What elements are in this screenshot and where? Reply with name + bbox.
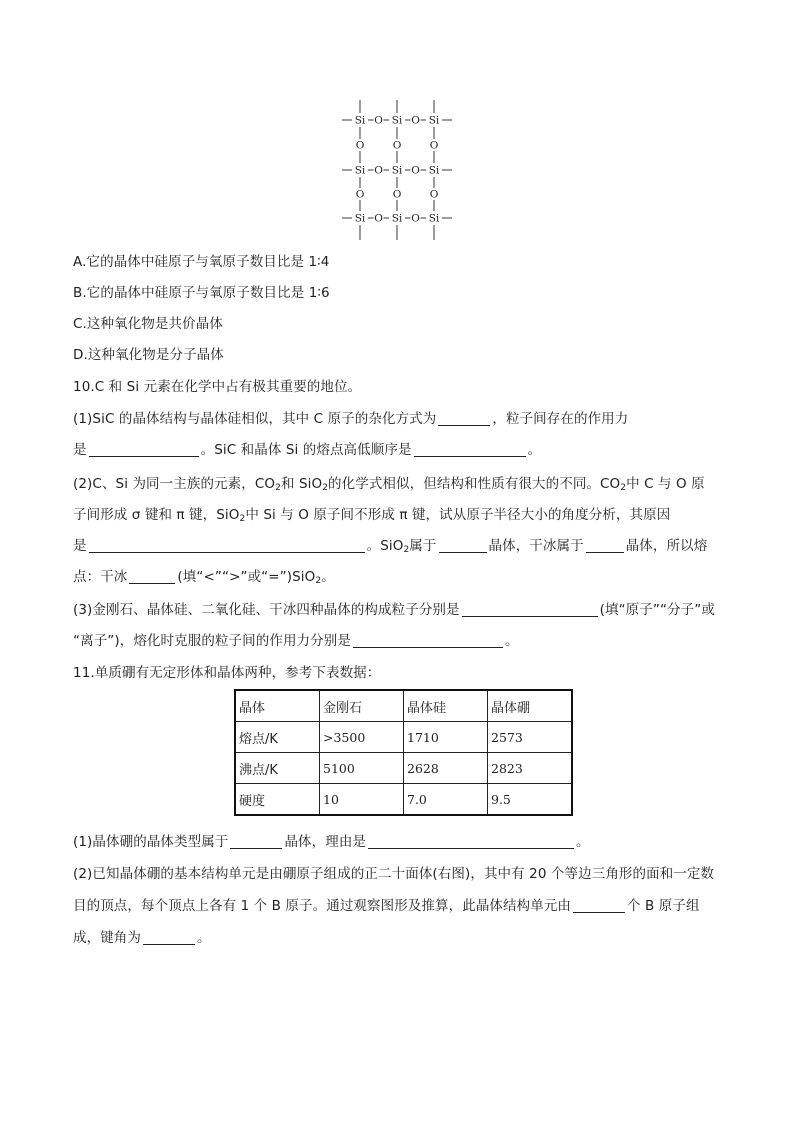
- q11-title: 11.单质硼有无定形体和晶体两种，参考下表数据：: [73, 665, 381, 681]
- table-cell: >3500: [320, 722, 404, 753]
- q10-part3-line1: [73, 600, 715, 620]
- q10-p3-text: 。: [504, 633, 519, 649]
- q10-p2-text: 和 SiO: [280, 476, 323, 492]
- oxygen-atom-label: O: [355, 139, 365, 152]
- q10-p2-text: 晶体，所以熔: [625, 538, 708, 554]
- crystal-data-table: [234, 689, 573, 816]
- q11-part2-line2: [73, 896, 700, 916]
- oxygen-atom-label: O: [411, 114, 420, 127]
- answer-blank[interactable]: [368, 834, 574, 849]
- q10-part1-line1: [73, 409, 628, 429]
- oxygen-atom-label: O: [355, 188, 365, 201]
- q11-part1: [73, 832, 590, 852]
- sio2-structure-diagram: [336, 96, 456, 244]
- answer-blank[interactable]: [143, 930, 195, 945]
- table-header-cell: 晶体: [235, 690, 320, 722]
- q11-p2-text: 个 B 原子组: [627, 898, 700, 914]
- q10-part2-line4: [73, 567, 335, 587]
- answer-blank[interactable]: [414, 442, 526, 457]
- silicon-atom-label: Si: [428, 212, 440, 225]
- q11-p1-text: 晶体，理由是: [284, 834, 367, 850]
- subscript: 2: [239, 514, 246, 524]
- answer-blank[interactable]: [438, 411, 490, 426]
- q10-p2-text: 的化学式相似，但结构和性质有很大的不同。CO: [328, 476, 621, 492]
- table-cell: 沸点/K: [235, 753, 320, 784]
- silicon-atom-label: Si: [391, 164, 403, 177]
- answer-blank[interactable]: [129, 569, 175, 584]
- table-header-cell: 晶体硅: [404, 690, 488, 722]
- table-cell: 9.5: [488, 784, 573, 816]
- table-cell: 2573: [488, 722, 573, 753]
- crystal-data-table-wrapper: [234, 689, 573, 816]
- q11-p1-text: (1)晶体硼的晶体类型属于: [73, 834, 229, 850]
- silicon-atom-label: Si: [354, 114, 366, 127]
- oxygen-atom-label: O: [411, 212, 420, 225]
- table-cell: 7.0: [404, 784, 488, 816]
- table-row: [235, 784, 572, 816]
- q10-part2-line2: [73, 505, 670, 525]
- table-row: [235, 753, 572, 784]
- oxygen-atom-label: O: [392, 188, 402, 201]
- q11-p2-text: 。: [197, 930, 211, 946]
- silicon-atom-label: Si: [391, 212, 403, 225]
- option-a: A.它的晶体中硅原子与氧原子数目比是 1∶4: [73, 254, 330, 270]
- answer-blank[interactable]: [586, 538, 624, 553]
- q10-part3-line2: [73, 631, 519, 651]
- q10-p1-text: 。: [527, 442, 542, 458]
- q10-part1-line2: [73, 440, 541, 460]
- q10-p1-text: 。SiC 和晶体 Si 的熔点高低顺序是: [200, 442, 412, 458]
- table-cell: 2628: [404, 753, 488, 784]
- silicon-atom-label: Si: [428, 114, 440, 127]
- answer-blank[interactable]: [462, 602, 598, 617]
- table-row: [235, 722, 572, 753]
- table-cell: 2823: [488, 753, 573, 784]
- subscript: 2: [322, 483, 329, 493]
- oxygen-atom-label: O: [374, 114, 383, 127]
- oxygen-atom-label: O: [411, 164, 420, 177]
- q10-p2-text: 晶体，干冰属于: [488, 538, 584, 554]
- oxygen-atom-label: O: [429, 188, 439, 201]
- q10-p3-text: “离子”)，熔化时克服的粒子间的作用力分别是: [73, 633, 351, 649]
- q11-part2-line1: (2)已知晶体硼的基本结构单元是由硼原子组成的正二十面体(右图)，其中有 20 个等边三角形的面和一定数: [73, 866, 715, 882]
- sio2-structure-svg: [336, 96, 456, 244]
- table-header-row: [235, 690, 572, 722]
- table-cell: 硬度: [235, 784, 320, 816]
- answer-blank[interactable]: [353, 633, 503, 648]
- subscript: 2: [403, 545, 410, 555]
- answer-blank[interactable]: [89, 442, 199, 457]
- oxygen-atom-label: O: [429, 139, 439, 152]
- q10-p2-text: 子间形成 σ 键和 π 键，SiO: [73, 507, 240, 523]
- silicon-atom-label: Si: [391, 114, 403, 127]
- q10-part2-line3: [73, 536, 707, 556]
- option-c: C.这种氧化物是共价晶体: [73, 316, 223, 332]
- q10-p3-text: (填“原子”“分子”或: [599, 602, 715, 618]
- silicon-atom-label: Si: [354, 164, 366, 177]
- q10-p2-text: 中 Si 与 O 原子间不形成 π 键，试从原子半径大小的角度分析，其原因: [245, 507, 671, 523]
- answer-blank[interactable]: [573, 898, 625, 913]
- option-d: D.这种氧化物是分子晶体: [73, 347, 224, 363]
- q10-p2-text: 属于: [409, 538, 437, 554]
- table-cell: 1710: [404, 722, 488, 753]
- subscript: 2: [315, 576, 322, 586]
- q10-p2-text: 中 C 与 O 原: [626, 476, 705, 492]
- table-cell: 熔点/K: [235, 722, 320, 753]
- q11-p2-text: 成，键角为: [73, 930, 141, 946]
- subscript: 2: [620, 483, 627, 493]
- q11-part2-line3: [73, 928, 211, 948]
- q10-part2-line1: [73, 474, 705, 494]
- q10-p2-text: 是: [73, 538, 87, 554]
- q10-p3-text: (3)金刚石、晶体硅、二氧化硅、干冰四种晶体的构成粒子分别是: [73, 602, 460, 618]
- q10-p2-text: (2)C、Si 为同一主族的元素，CO: [73, 476, 276, 492]
- table-header-cell: 金刚石: [320, 690, 404, 722]
- silicon-atom-label: Si: [354, 212, 366, 225]
- oxygen-atom-label: O: [374, 212, 383, 225]
- q11-p1-text: 。: [576, 834, 590, 850]
- subscript: 2: [275, 483, 281, 493]
- answer-blank[interactable]: [230, 834, 282, 849]
- q10-p1-text: ，粒子间存在的作用力: [492, 411, 629, 427]
- table-cell: 10: [320, 784, 404, 816]
- table-header-cell: 晶体硼: [488, 690, 573, 722]
- q10-p2-text: 点：干冰: [73, 569, 128, 585]
- q10-title: 10.C 和 Si 元素在化学中占有极其重要的地位。: [73, 379, 362, 395]
- q10-p1-text: 是: [73, 442, 87, 458]
- answer-blank[interactable]: [439, 538, 487, 553]
- answer-blank[interactable]: [89, 538, 365, 553]
- q10-p2-text: 。: [321, 569, 335, 585]
- q10-p2-text: 。SiO: [366, 538, 404, 554]
- oxygen-atom-label: O: [392, 139, 402, 152]
- q11-p2-text: 目的顶点，每个顶点上各有 1 个 B 原子。通过观察图形及推算，此晶体结构单元由: [73, 898, 572, 914]
- option-b: B.它的晶体中硅原子与氧原子数目比是 1∶6: [73, 285, 330, 301]
- oxygen-atom-label: O: [374, 164, 383, 177]
- silicon-atom-label: Si: [428, 164, 440, 177]
- table-cell: 5100: [320, 753, 404, 784]
- q10-p2-text: (填“<”“>”或“=”)SiO: [177, 569, 316, 585]
- q10-p1-text: (1)SiC 的晶体结构与晶体硅相似，其中 C 原子的杂化方式为: [73, 411, 437, 427]
